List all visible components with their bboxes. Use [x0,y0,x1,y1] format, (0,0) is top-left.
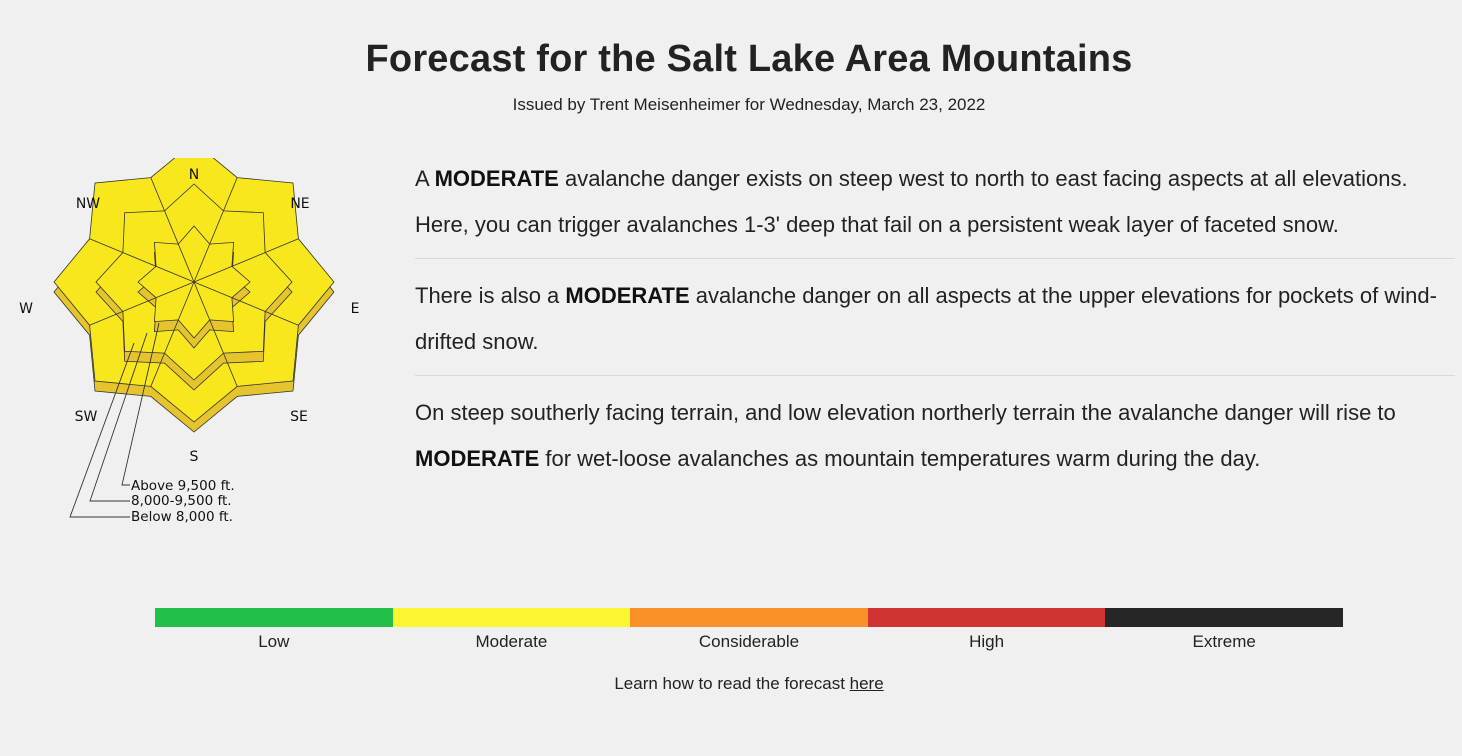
rose-direction-s: S [189,449,199,465]
learn-here-link[interactable]: here [849,674,884,693]
danger-scale-extreme [1105,608,1343,627]
danger-scale-low [155,608,393,627]
danger-rose [12,158,372,533]
paragraph-text: for wet-loose avalanches as mountain temperatures warm during the day. [539,446,1261,471]
rose-elevation-label: Below 8,000 ft. [131,509,233,525]
paragraph-text: avalanche danger exists on steep west to north to east facing aspects at all elevations. Here, you can trigger avalanches 1-3' deep that fail on a persistent weak layer of faceted snow. [415,166,1408,237]
danger-scale-bar [155,608,1343,627]
danger-level-text: MODERATE [434,166,559,191]
rose-direction-n: N [188,167,200,183]
danger-level-text: MODERATE [565,283,690,308]
bottom-line-paragraph-3 [415,390,1455,492]
danger-rose-graphic [12,158,372,533]
danger-scale-label-low: Low [258,632,290,651]
rose-direction-nw: NW [75,196,101,212]
danger-scale-label-moderate: Moderate [475,632,548,651]
learn-forecast [0,674,1462,694]
rose-direction-ne: NE [290,196,310,212]
danger-scale-label-extreme: Extreme [1192,632,1256,651]
danger-scale-moderate [393,608,631,627]
paragraph-text: avalanche danger on all aspects at the upper elevations for pockets of wind-drifted snow. [415,283,1437,354]
issued-by: Issued by Trent Meisenheimer for Wednesday, March 23, 2022 [512,95,986,114]
paragraph-text: A [415,166,435,191]
rose-direction-sw: SW [74,409,98,425]
danger-scale-labels [155,632,1343,652]
rose-direction-se: SE [290,409,308,425]
bottom-line-paragraph-2 [415,273,1455,376]
page-title: Forecast for the Salt Lake Area Mountains [365,38,1133,80]
danger-scale-high [868,608,1106,627]
rose-elevation-label: Above 9,500 ft. [131,478,235,494]
danger-level-text: MODERATE [415,446,540,471]
danger-scale-label-high: High [969,632,1005,651]
rose-direction-e: E [350,301,360,317]
bottom-line-paragraph-1 [415,156,1455,259]
rose-direction-w: W [19,301,33,317]
bottom-line [415,156,1455,506]
paragraph-text: On steep southerly facing terrain, and low elevation northerly terrain the avalanche danger will rise to [415,400,1396,425]
danger-scale-considerable [630,608,868,627]
paragraph-text: There is also a [415,283,566,308]
learn-text: Learn how to read the forecast [614,674,850,693]
rose-elevation-label: 8,000-9,500 ft. [131,493,232,509]
danger-scale-label-considerable: Considerable [698,632,800,651]
